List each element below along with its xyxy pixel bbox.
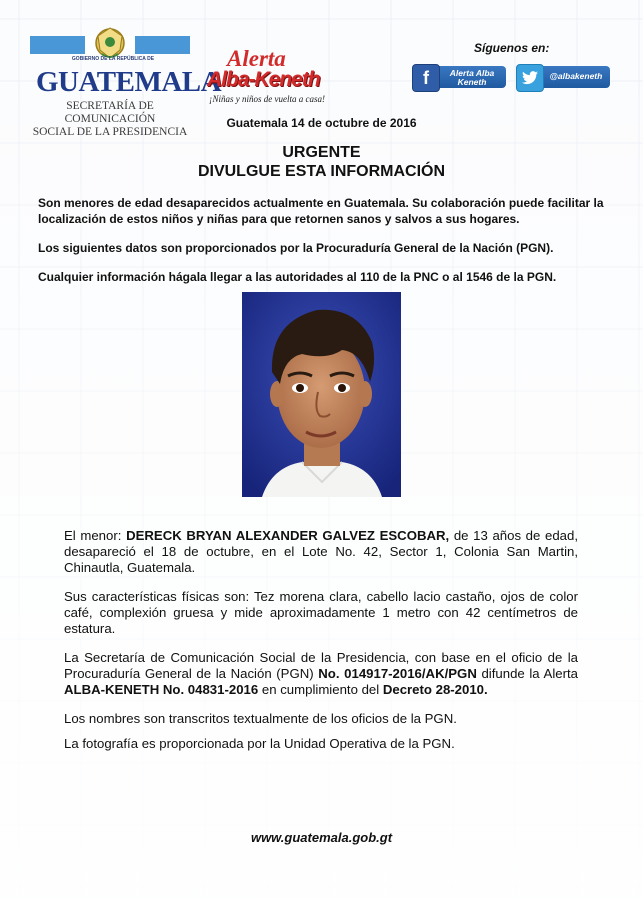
twitter-bird-shape	[522, 71, 538, 85]
share-heading: DIVULGUE ESTA INFORMACIÓN	[197, 163, 446, 180]
bulletin-date: Guatemala 14 de octubre de 2016	[226, 116, 417, 130]
p3-part-a: La Secretaría de Comunicación Social de la Presidencia, con base en el oficio de la Procuraduría General de la Nación (PGN)	[64, 650, 578, 681]
alert-reference-paragraph	[64, 650, 578, 698]
photo-credit-note: La fotografía es proporcionada por la Unidad Operativa de la PGN.	[64, 736, 455, 751]
facebook-icon: f	[412, 64, 440, 92]
facebook-label: Alerta Alba Keneth	[449, 68, 495, 87]
intro-paragraph-1: Son menores de edad desaparecidos actualmente en Guatemala. Su colaboración puede facilitar la localización de estos niños y niñas para que retornen sanos y salvos a sus hogares.	[38, 196, 604, 226]
intro-paragraph-2: Los siguientes datos son proporcionados por la Procuraduría General de la Nación (PGN).	[38, 241, 554, 255]
gov-small-text: GOBIERNO DE LA REPÚBLICA DE	[71, 56, 155, 62]
follow-us-label: Síguenos en:	[474, 41, 550, 55]
p1-suffix: de 13 años de edad, desapareció el 18 de octubre, en el Lote No. 42, Sector 1, Colonia San Martin, Chinautla, Guatemala.	[64, 528, 578, 575]
alerta-slogan: ¡Niñas y niños de vuelta a casa!	[209, 94, 325, 104]
p1-prefix: El menor:	[64, 528, 127, 543]
secretaria-line-2: SOCIAL DE LA PRESIDENCIA	[32, 126, 188, 138]
alerta-number: ALBA-KENETH No. 04831-2016	[64, 682, 259, 697]
website-link[interactable]: www.guatemala.gob.gt	[250, 830, 393, 845]
gov-name: GUATEMALA	[36, 66, 222, 98]
secretaria-line-1: SECRETARÍA DE COMUNICACIÓN	[64, 100, 156, 125]
physical-characteristics: Sus características físicas son: Tez morena clara, cabello lacio castaño, ojos de color café, complexión gruesa y mide aproximadamente 1 metro con 42 centímetros de estatura.	[64, 589, 578, 636]
urgent-heading: URGENTE	[282, 144, 361, 161]
twitter-button[interactable]	[516, 66, 610, 88]
alerta-word: Alerta	[227, 46, 286, 71]
oficio-number: No. 014917-2016/AK/PGN	[318, 666, 477, 681]
p3-part-b: difunde la Alerta	[476, 666, 578, 681]
twitter-label: @albakeneth	[549, 71, 603, 81]
alerta-alba-keneth-logo	[207, 46, 337, 116]
decreto-number: Decreto 28-2010.	[382, 682, 488, 697]
names-note: Los nombres son transcritos textualmente de los oficios de la PGN.	[64, 711, 457, 726]
child-name: DERECK BRYAN ALEXANDER GALVEZ ESCOBAR,	[126, 528, 450, 543]
missing-child-photo	[242, 292, 401, 497]
p3-part-c: en cumplimiento del	[258, 682, 383, 697]
alba-keneth-name: Alba-Keneth	[207, 68, 320, 91]
twitter-bird-icon	[516, 64, 544, 92]
child-description	[64, 528, 578, 576]
child-portrait-illustration	[242, 292, 401, 497]
intro-paragraph-3: Cualquier información hágala llegar a las autoridades al 110 de la PNC o al 1546 de la PGN.	[38, 270, 557, 284]
facebook-button[interactable]	[412, 66, 506, 88]
